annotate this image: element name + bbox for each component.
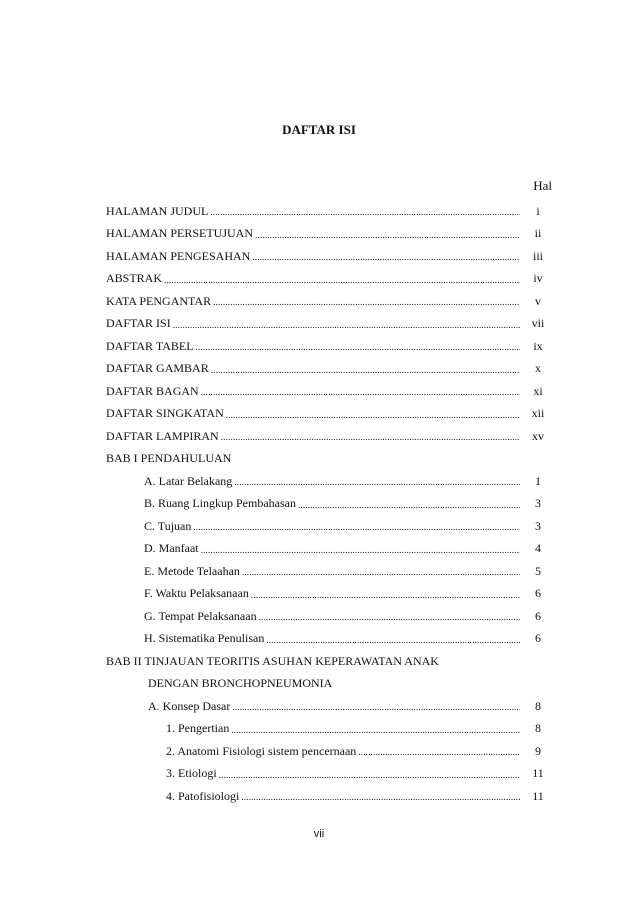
toc-entry-label: 2. Anatomi Fisiologi sistem pencernaan [166, 743, 357, 758]
dot-leader [213, 290, 520, 313]
toc-entry-page: iii [532, 248, 543, 263]
toc-entry [106, 785, 552, 808]
dot-leader [234, 470, 520, 493]
toc-entry [106, 313, 552, 336]
toc-entry-label: HALAMAN JUDUL [106, 203, 209, 218]
toc-entry [106, 515, 552, 538]
toc-entry-page: 6 [535, 608, 541, 623]
toc-entry-label: DAFTAR LAMPIRAN [106, 428, 219, 443]
page-title: DAFTAR ISI [282, 122, 356, 137]
toc-entry [106, 380, 552, 403]
page-column-header: Hal [533, 178, 552, 193]
toc-entry-label: C. Tujuan [144, 518, 192, 533]
toc-entry-page: i [536, 203, 540, 218]
toc-entry-page: 8 [535, 698, 541, 713]
toc-entry [106, 223, 552, 246]
toc-entry-label: 1. Pengertian [166, 721, 230, 736]
toc-entry-label: HALAMAN PENGESAHAN [106, 248, 251, 263]
dot-leader [193, 515, 520, 538]
dot-leader [266, 628, 520, 651]
toc-entry-label: BAB II TINJAUAN TEORITIS ASUHAN KEPERAWATAN ANAK [106, 653, 439, 668]
toc-entry-page: xv [532, 428, 544, 443]
toc-entry-label: E. Metode Telaahan [144, 563, 240, 578]
dot-leader [242, 560, 520, 583]
toc-entry-label: 4. Patofisiologi [166, 788, 240, 803]
toc-entry-label: DAFTAR SINGKATAN [106, 406, 224, 421]
toc-entry-page: xi [533, 383, 543, 398]
toc-entry [106, 245, 552, 268]
dot-leader [231, 718, 520, 741]
toc-entry [106, 740, 552, 763]
dot-leader [232, 695, 520, 718]
toc-entry [106, 268, 552, 291]
toc-entry-label: A. Latar Belakang [144, 473, 233, 488]
toc-entry [106, 200, 552, 223]
toc-entry [106, 425, 552, 448]
dot-leader [164, 268, 520, 291]
toc-entry-page: xii [531, 406, 545, 421]
table-of-contents [106, 200, 552, 808]
toc-entry [106, 673, 552, 696]
toc-entry [106, 650, 552, 673]
toc-entry-label: DENGAN BRONCHOPNEUMONIA [148, 676, 333, 691]
toc-entry-label: H. Sistematika Penulisan [144, 631, 265, 646]
toc-entry-page: 3 [535, 496, 541, 511]
dot-leader [298, 493, 520, 516]
toc-entry-label: HALAMAN PERSETUJUAN [106, 226, 254, 241]
toc-entry-page: x [535, 361, 541, 376]
toc-entry-label: ABSTRAK [106, 271, 163, 286]
page-number: vii [313, 828, 325, 840]
toc-entry [106, 718, 552, 741]
toc-entry-page: 3 [535, 518, 541, 533]
toc-entry-page: 11 [532, 788, 544, 803]
toc-entry-label: DAFTAR BAGAN [106, 383, 199, 398]
toc-entry [106, 695, 552, 718]
toc-entry-page: 1 [535, 473, 541, 488]
toc-entry-page: ix [533, 338, 543, 353]
toc-entry [106, 763, 552, 786]
dot-leader [211, 358, 520, 381]
toc-entry-page: 5 [535, 563, 541, 578]
toc-entry-label: D. Manfaat [144, 541, 199, 556]
toc-entry-page: vii [531, 316, 545, 331]
toc-entry [106, 583, 552, 606]
toc-entry-label: 3. Etiologi [166, 766, 217, 781]
toc-entry [106, 605, 552, 628]
dot-leader [221, 425, 520, 448]
toc-entry-page: ii [534, 226, 542, 241]
dot-leader [226, 403, 520, 426]
toc-entry [106, 403, 552, 426]
dot-leader [210, 200, 520, 223]
toc-entry-label: B. Ruang Lingkup Pembahasan [144, 496, 296, 511]
dot-leader [173, 313, 520, 336]
toc-entry-page: 8 [535, 721, 541, 736]
dot-leader [196, 335, 520, 358]
toc-entry-label: KATA PENGANTAR [106, 293, 212, 308]
toc-entry [106, 358, 552, 381]
toc-entry [106, 335, 552, 358]
toc-entry-page: 11 [532, 766, 544, 781]
toc-entry-label: G. Tempat Pelaksanaan [144, 608, 257, 623]
toc-entry-page: iv [533, 271, 543, 286]
toc-entry-page: 4 [535, 541, 541, 556]
toc-entry-label: A. Konsep Dasar [148, 698, 231, 713]
dot-leader [251, 583, 520, 606]
dot-leader [219, 763, 520, 786]
dot-leader [255, 223, 520, 246]
dot-leader [241, 785, 520, 808]
dot-leader [358, 740, 520, 763]
dot-leader [201, 538, 520, 561]
toc-entry [106, 470, 552, 493]
toc-entry-label: BAB I PENDAHULUAN [106, 451, 232, 466]
toc-entry-label: F. Waktu Pelaksanaan [144, 586, 249, 601]
toc-entry-label: DAFTAR TABEL [106, 338, 194, 353]
toc-entry-label: DAFTAR ISI [106, 316, 171, 331]
toc-entry [106, 538, 552, 561]
toc-entry-page: 9 [535, 743, 541, 758]
toc-entry [106, 448, 552, 471]
toc-entry [106, 628, 552, 651]
toc-entry-page: v [535, 293, 541, 308]
toc-entry [106, 290, 552, 313]
dot-leader [259, 605, 520, 628]
toc-entry-label: DAFTAR GAMBAR [106, 361, 209, 376]
toc-entry [106, 560, 552, 583]
dot-leader [201, 380, 520, 403]
toc-entry-page: 6 [535, 586, 541, 601]
dot-leader [252, 245, 520, 268]
toc-entry-page: 6 [535, 631, 541, 646]
toc-entry [106, 493, 552, 516]
